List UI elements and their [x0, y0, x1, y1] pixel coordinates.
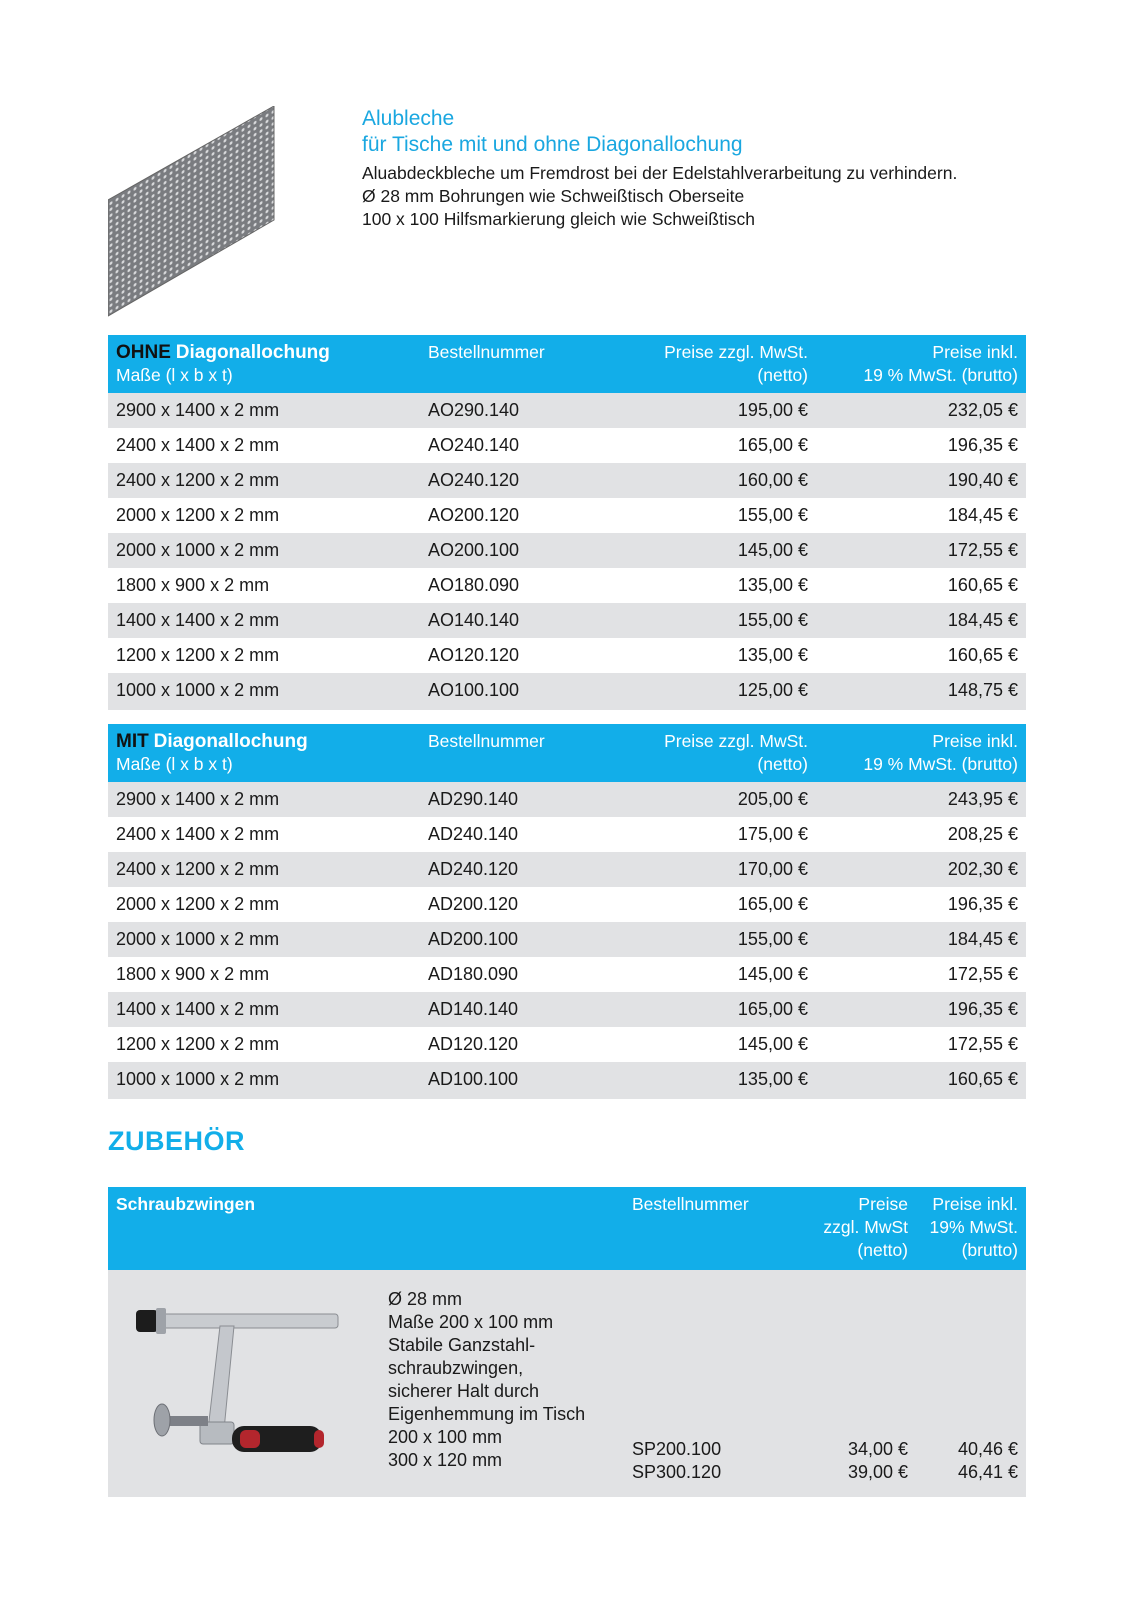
- cell-order-number: AO180.090: [428, 575, 520, 595]
- cell-gross-price: 196,35 €: [947, 894, 1018, 914]
- desc-line: 200 x 100 mm: [388, 1427, 503, 1447]
- cell-gross-price: 190,40 €: [947, 470, 1018, 490]
- gross-price: 46,41 €: [957, 1462, 1018, 1482]
- cell-net-price: 165,00 €: [737, 435, 808, 455]
- cell-order-number: AD240.120: [428, 859, 519, 879]
- cell-dimensions: 2900 x 1400 x 2 mm: [116, 789, 280, 809]
- cell-order-number: AD100.100: [428, 1069, 519, 1089]
- cell-dimensions: 2400 x 1200 x 2 mm: [116, 470, 280, 490]
- header-strong: OHNE: [116, 342, 171, 363]
- cell-gross-price: 184,45 €: [947, 610, 1018, 630]
- cell-gross-price: 208,25 €: [947, 824, 1018, 844]
- cell-dimensions: 1400 x 1400 x 2 mm: [116, 610, 280, 630]
- cell-order-number: AO240.140: [428, 435, 520, 455]
- net-price: 34,00 €: [847, 1439, 908, 1459]
- header-net: [664, 341, 808, 387]
- cell-net-price: 155,00 €: [737, 505, 808, 525]
- table-end: [108, 708, 1026, 710]
- cell-net-price: 145,00 €: [737, 964, 808, 984]
- header-title: Diagonallochung: [175, 342, 330, 363]
- table-row: [108, 568, 1026, 603]
- cell-dimensions: 1800 x 900 x 2 mm: [116, 575, 270, 595]
- section-heading-zubehoer: ZUBEHÖR: [108, 1126, 245, 1156]
- cell-net-price: 170,00 €: [737, 859, 808, 879]
- table-end: [108, 1097, 1026, 1099]
- header-net-line: Preise: [858, 1194, 908, 1214]
- cell-dimensions: 1200 x 1200 x 2 mm: [116, 1034, 280, 1054]
- cell-order-number: AD140.140: [428, 999, 519, 1019]
- cell-dimensions: 2400 x 1400 x 2 mm: [116, 824, 280, 844]
- cell-net-price: 155,00 €: [737, 610, 808, 630]
- header-gross-line: 19 % MwSt. (brutto): [863, 754, 1018, 774]
- header-strong: MIT: [116, 731, 149, 752]
- table-row: [108, 533, 1026, 568]
- intro-line: Aluabdeckbleche um Fremdrost bei der Edelstahlverarbeitung zu verhindern.: [362, 163, 958, 183]
- header-order: Bestellnummer: [632, 1194, 749, 1214]
- header-net-line: (netto): [757, 754, 808, 774]
- accessory-order-numbers: [632, 1438, 721, 1484]
- header-net-line: zzgl. MwSt: [823, 1217, 908, 1237]
- cell-order-number: AD180.090: [428, 964, 519, 984]
- cell-order-number: AD240.140: [428, 824, 519, 844]
- header-gross-line: Preise inkl.: [932, 731, 1018, 751]
- cell-order-number: AO100.100: [428, 680, 520, 700]
- table-header: [108, 335, 1026, 393]
- cell-gross-price: 148,75 €: [947, 680, 1018, 700]
- cell-gross-price: 172,55 €: [947, 964, 1018, 984]
- cell-order-number: AD200.120: [428, 894, 519, 914]
- table-body: [108, 393, 1026, 708]
- header-sub: Maße (l x b x t): [116, 754, 233, 774]
- cell-net-price: 205,00 €: [737, 789, 808, 809]
- table-row: [108, 463, 1026, 498]
- header-title: Diagonallochung: [153, 731, 308, 752]
- cell-dimensions: 2000 x 1000 x 2 mm: [116, 929, 280, 949]
- table-row: [108, 673, 1026, 708]
- cell-order-number: AO120.120: [428, 645, 520, 665]
- table-schraubzwingen: [108, 1187, 1026, 1497]
- table-body: [108, 782, 1026, 1097]
- header-gross-line: (brutto): [961, 1240, 1018, 1260]
- table-row: [108, 498, 1026, 533]
- cell-net-price: 195,00 €: [737, 400, 808, 420]
- cell-net-price: 135,00 €: [737, 645, 808, 665]
- cell-order-number: AO200.120: [428, 505, 520, 525]
- cell-order-number: AO290.140: [428, 400, 520, 420]
- accessory-gross-prices: [958, 1438, 1018, 1484]
- header-gross-line: Preise inkl.: [932, 1194, 1018, 1214]
- cell-net-price: 165,00 €: [737, 999, 808, 1019]
- header-gross: [863, 730, 1018, 776]
- header-net-line: Preise zzgl. MwSt.: [664, 731, 808, 751]
- cell-dimensions: 1800 x 900 x 2 mm: [116, 964, 270, 984]
- cell-order-number: AD290.140: [428, 789, 519, 809]
- accessory-row: [108, 1270, 1026, 1497]
- cell-net-price: 165,00 €: [737, 894, 808, 914]
- cell-dimensions: 2900 x 1400 x 2 mm: [116, 400, 280, 420]
- intro-line: 100 x 100 Hilfsmarkierung gleich wie Schweißtisch: [362, 209, 755, 229]
- cell-dimensions: 1200 x 1200 x 2 mm: [116, 645, 280, 665]
- header-sub: Maße (l x b x t): [116, 365, 233, 385]
- order-number: SP300.120: [632, 1462, 722, 1482]
- cell-net-price: 125,00 €: [737, 680, 808, 700]
- cell-net-price: 145,00 €: [737, 1034, 808, 1054]
- table-ohne-diagonallochung: [108, 335, 1026, 710]
- desc-line: Stabile Ganzstahl-: [388, 1335, 536, 1355]
- header-net-line: (netto): [757, 365, 808, 385]
- desc-line: sicherer Halt durch: [388, 1381, 540, 1401]
- header-net-line: Preise zzgl. MwSt.: [664, 342, 808, 362]
- desc-line: 300 x 120 mm: [388, 1450, 503, 1470]
- table-header: [108, 724, 1026, 782]
- cell-gross-price: 196,35 €: [947, 999, 1018, 1019]
- header-order: Bestellnummer: [428, 731, 545, 751]
- table-row: [108, 393, 1026, 428]
- table-row: [108, 957, 1026, 992]
- cell-gross-price: 196,35 €: [947, 435, 1018, 455]
- cell-gross-price: 202,30 €: [947, 859, 1018, 879]
- cell-dimensions: 2000 x 1200 x 2 mm: [116, 894, 280, 914]
- cell-dimensions: 1400 x 1400 x 2 mm: [116, 999, 280, 1019]
- table-row: [108, 852, 1026, 887]
- header-net-line: (netto): [857, 1240, 908, 1260]
- intro-text: [362, 106, 1062, 231]
- screw-clamp-image: [128, 1290, 340, 1460]
- cell-gross-price: 172,55 €: [947, 1034, 1018, 1054]
- cell-gross-price: 160,65 €: [947, 1069, 1018, 1089]
- cell-gross-price: 243,95 €: [947, 789, 1018, 809]
- cell-net-price: 135,00 €: [737, 1069, 808, 1089]
- desc-line: Ø 28 mm: [388, 1289, 463, 1309]
- header-dimensions: [116, 341, 330, 387]
- cell-net-price: 135,00 €: [737, 575, 808, 595]
- cell-order-number: AD120.120: [428, 1034, 519, 1054]
- cell-net-price: 145,00 €: [737, 540, 808, 560]
- table-row: [108, 782, 1026, 817]
- intro-title: Alubleche: [362, 107, 455, 130]
- header-net: [823, 1193, 908, 1262]
- accessory-description: [388, 1288, 585, 1472]
- cell-order-number: AO240.120: [428, 470, 520, 490]
- cell-gross-price: 232,05 €: [947, 400, 1018, 420]
- perforated-sheet-image: [108, 106, 278, 320]
- cell-order-number: AD200.100: [428, 929, 519, 949]
- cell-dimensions: 1000 x 1000 x 2 mm: [116, 680, 280, 700]
- table-row: [108, 428, 1026, 463]
- cell-order-number: AO200.100: [428, 540, 520, 560]
- cell-gross-price: 172,55 €: [947, 540, 1018, 560]
- header-gross: [863, 341, 1018, 387]
- table-row: [108, 887, 1026, 922]
- table-row: [108, 922, 1026, 957]
- header-dimensions: [116, 730, 308, 776]
- order-number: SP200.100: [632, 1439, 722, 1459]
- desc-line: Maße 200 x 100 mm: [388, 1312, 554, 1332]
- table-row: [108, 1027, 1026, 1062]
- intro-subtitle: für Tische mit und ohne Diagonallochung: [362, 133, 743, 156]
- table-row: [108, 817, 1026, 852]
- table-row: [108, 1062, 1026, 1097]
- cell-dimensions: 2000 x 1200 x 2 mm: [116, 505, 280, 525]
- cell-net-price: 160,00 €: [737, 470, 808, 490]
- cell-gross-price: 160,65 €: [947, 575, 1018, 595]
- header-gross-line: Preise inkl.: [932, 342, 1018, 362]
- header-gross: [930, 1193, 1019, 1262]
- cell-net-price: 175,00 €: [737, 824, 808, 844]
- cell-dimensions: 2400 x 1400 x 2 mm: [116, 435, 280, 455]
- desc-line: schraubzwingen,: [388, 1358, 524, 1378]
- cell-gross-price: 184,45 €: [947, 505, 1018, 525]
- header-gross-line: 19 % MwSt. (brutto): [863, 365, 1018, 385]
- cell-order-number: AO140.140: [428, 610, 520, 630]
- net-price: 39,00 €: [847, 1462, 908, 1482]
- accessory-net-prices: [848, 1438, 908, 1484]
- header-title: Schraubzwingen: [116, 1194, 256, 1214]
- intro-line: Ø 28 mm Bohrungen wie Schweißtisch Oberseite: [362, 186, 745, 206]
- header-net: [664, 730, 808, 776]
- cell-dimensions: 2000 x 1000 x 2 mm: [116, 540, 280, 560]
- table-row: [108, 992, 1026, 1027]
- table-header: [108, 1187, 1026, 1270]
- table-row: [108, 603, 1026, 638]
- cell-dimensions: 1000 x 1000 x 2 mm: [116, 1069, 280, 1089]
- table-row: [108, 638, 1026, 673]
- desc-line: Eigenhemmung im Tisch: [388, 1404, 586, 1424]
- cell-gross-price: 184,45 €: [947, 929, 1018, 949]
- cell-net-price: 155,00 €: [737, 929, 808, 949]
- gross-price: 40,46 €: [957, 1439, 1018, 1459]
- table-mit-diagonallochung: [108, 724, 1026, 1099]
- header-order: Bestellnummer: [428, 342, 545, 362]
- header-gross-line: 19% MwSt.: [929, 1217, 1018, 1237]
- cell-gross-price: 160,65 €: [947, 645, 1018, 665]
- cell-dimensions: 2400 x 1200 x 2 mm: [116, 859, 280, 879]
